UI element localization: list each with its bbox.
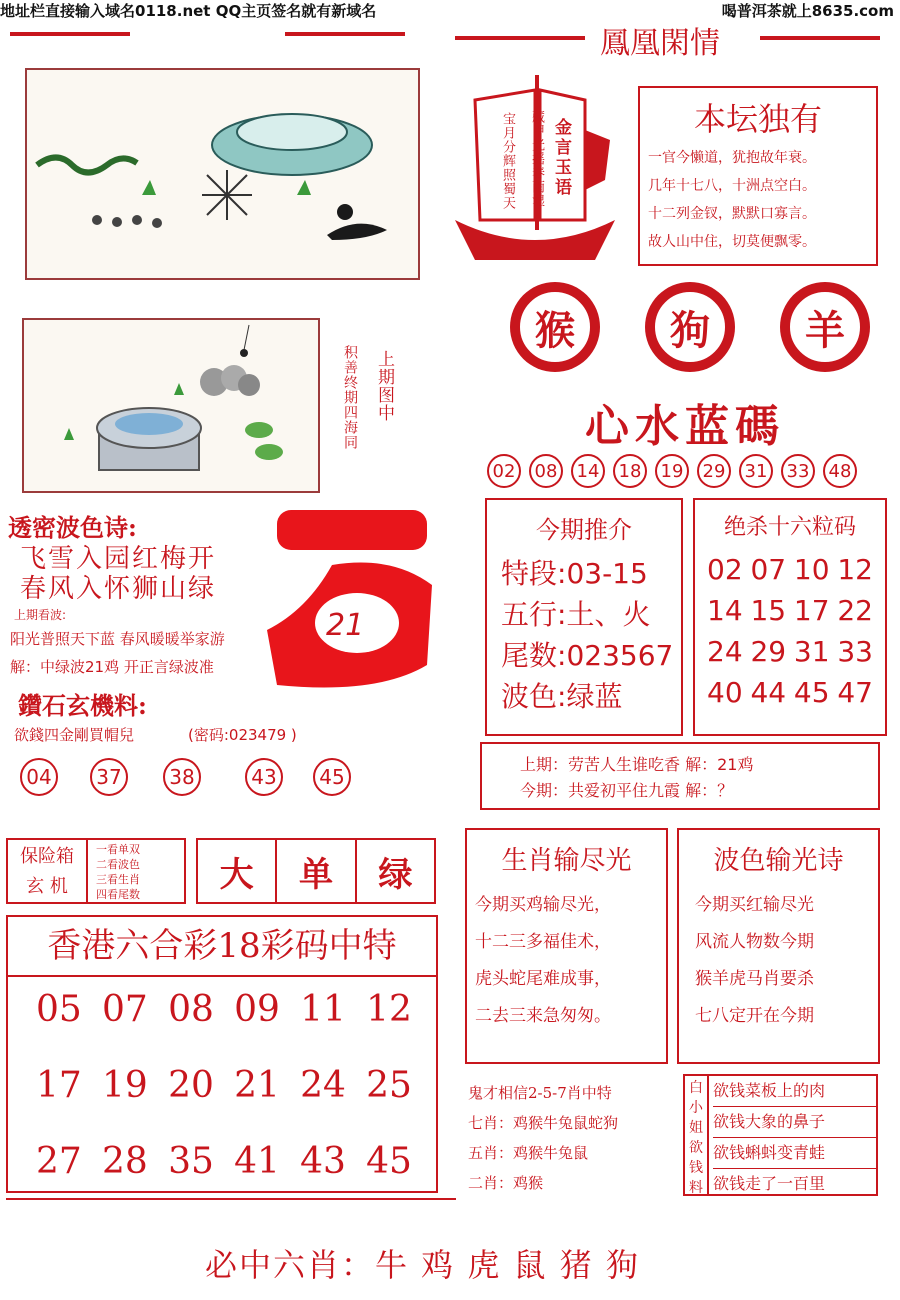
forum-exclusive-box (638, 86, 878, 266)
diamond-number: 45 (313, 758, 351, 796)
hk-number: 24 (300, 1065, 346, 1106)
miss-bai-lines (709, 1076, 876, 1194)
zodiac-char: 狗 (655, 292, 725, 362)
kill16-number: 14 (707, 594, 743, 627)
recommend-row: 波色:绿蓝 (501, 680, 623, 713)
hk-number: 21 (234, 1065, 280, 1106)
kill16-number: 15 (750, 594, 787, 627)
kill16-number: 22 (837, 594, 873, 627)
recommend-value: 03-15 (566, 557, 648, 590)
header-left-text: 地址栏直接输入域名0118.net QQ主页签名就有新域名 (0, 2, 377, 20)
hk-number: 43 (300, 1141, 346, 1182)
divider (6, 1198, 456, 1200)
diamond-number: 37 (90, 758, 128, 796)
safe-label (8, 840, 88, 902)
kill16-number: 44 (750, 676, 787, 709)
snake-well-drawing (27, 70, 420, 280)
color-lose-line: 风流人物数今期 (695, 932, 814, 952)
safe-items (88, 840, 184, 902)
kill16-box (693, 498, 887, 736)
ship-sail-right: 藏甲光摇春雨湿 (529, 110, 544, 208)
forum-line: 几年十七八，十洲点空白。 (648, 178, 816, 194)
zodiac-lose-box (465, 828, 668, 1064)
hk-number: 28 (102, 1141, 148, 1182)
diamond-title: 鑽石玄機料: (18, 691, 147, 720)
six-zodiac: 必中六肖：牛 鸡 虎 鼠 猪 狗 (205, 1246, 640, 1284)
ghost-row: 二肖：鸡猴 (468, 1174, 544, 1192)
kill16-number: 45 (793, 676, 830, 709)
recommend-value: 023567 (566, 639, 674, 672)
diamond-numbers (20, 758, 360, 802)
illustration-frogs-well (22, 318, 320, 493)
poem-last-line-1: 阳光普照天下蓝 春风暖暖举家游 (10, 630, 225, 648)
safe-answer: 绿 (378, 854, 413, 895)
zodiac-lose-line: 虎头蛇尾难成事， (475, 969, 611, 989)
riddle-last: 上期：劳苦人生谁吃香 解：21鸡 (520, 755, 754, 774)
recommend-row: 特段:03-15 (501, 557, 648, 590)
zodiac-circle (510, 282, 600, 372)
safe-label-2: 玄 机 (26, 876, 68, 897)
miss-bai-line: 欲钱大象的鼻子 (713, 1107, 876, 1138)
color-lose-title: 波色输光诗 (713, 846, 844, 876)
diamond-number: 04 (20, 758, 58, 796)
header-right-text: 喝普洱茶就上8635.com (721, 2, 894, 20)
color-lose-box (677, 828, 880, 1064)
hk-row (36, 1065, 412, 1141)
hk-number: 07 (102, 989, 148, 1030)
must-number: 02 (487, 454, 521, 488)
zodiac-circle (645, 282, 735, 372)
header-rule (455, 36, 585, 40)
kill16-number: 07 (750, 553, 787, 586)
kill16-number: 31 (793, 635, 830, 668)
hk-box (6, 915, 438, 1193)
safe-answer: 单 (277, 840, 356, 902)
poem-title: 透密波色诗: (8, 513, 137, 542)
kill16-number: 40 (707, 676, 743, 709)
hk-number: 12 (366, 989, 412, 1030)
must-number: 19 (655, 454, 689, 488)
riddle-this: 今期：共爱初平住九霞 解：？ (520, 781, 734, 800)
recommend-box (485, 498, 683, 736)
ship-sail-center: 金言玉语 (555, 118, 572, 198)
riddle-box (480, 742, 880, 810)
diamond-password: (密码:023479 ) (188, 726, 297, 744)
safe-item: 一看单双 (96, 843, 140, 856)
safe-item: 三看生肖 (96, 873, 140, 886)
frog-well-drawing (24, 320, 320, 493)
diamond-number: 43 (245, 758, 283, 796)
kill16-number: 47 (837, 676, 873, 709)
header-rule (285, 32, 405, 36)
hk-grid (8, 977, 436, 1201)
must-number-row (487, 454, 857, 488)
hk-number: 25 (366, 1065, 412, 1106)
recommend-label: 五行 (501, 598, 558, 631)
hk-title: 香港六合彩18彩码中特 (8, 917, 436, 977)
forum-line: 一官今懒道，犹抱故年衰。 (648, 150, 816, 166)
color-lose-line: 猴羊虎马肖要杀 (695, 969, 814, 989)
kill16-grid (707, 549, 873, 713)
hk-row (36, 989, 412, 1065)
ghost-section (468, 1078, 618, 1198)
safe-label-1: 保险箱 (20, 846, 74, 867)
color-lose-line: 今期买红输尽光 (695, 895, 814, 915)
recommend-row: 五行:土、火 (501, 598, 651, 631)
recommend-rows (501, 553, 674, 717)
hk-number: 05 (36, 989, 82, 1030)
hk-number: 09 (234, 989, 280, 1030)
poem-last-line-2: 解：中绿波21鸡 开正言绿波准 (10, 658, 214, 676)
ghost-row: 七肖：鸡猴牛兔鼠蛇狗 (468, 1114, 619, 1132)
kill16-number: 29 (750, 635, 787, 668)
kill16-number: 33 (837, 635, 873, 668)
recommend-label: 波色 (501, 680, 558, 713)
ghost-row: 五肖：鸡猴牛兔鼠 (468, 1144, 589, 1162)
chair-number: 21 (326, 608, 365, 643)
safe-item: 二看波色 (96, 858, 140, 871)
zodiac-lose-line: 今期买鸡输尽光， (475, 895, 611, 915)
kill16-number: 12 (837, 553, 873, 586)
hk-number: 35 (168, 1141, 214, 1182)
recommend-value: 土、火 (566, 598, 651, 631)
diamond-number: 38 (163, 758, 201, 796)
zodiac-lose-lines (475, 887, 658, 1035)
hk-number: 45 (366, 1141, 412, 1182)
zodiac-circle (780, 282, 870, 372)
miss-bai-line: 欲钱菜板上的肉 (713, 1076, 876, 1107)
poem-line-1: 飞雪入园红梅开 (20, 544, 217, 574)
must-stroke-title: 心水蓝碼 (585, 401, 785, 452)
must-number: 48 (823, 454, 857, 488)
safe-item: 四看尾数 (96, 888, 140, 901)
safe-box (6, 838, 186, 904)
hk-number: 08 (168, 989, 214, 1030)
kill16-number: 02 (707, 553, 743, 586)
forum-exclusive-lines (648, 144, 868, 256)
must-number: 08 (529, 454, 563, 488)
recommend-title: 今期推介 (536, 516, 632, 544)
must-number: 31 (739, 454, 773, 488)
zodiac-lose-title: 生肖输尽光 (501, 846, 632, 876)
header-rule (760, 36, 880, 40)
forum-line: 十二列金钗，默默口寡言。 (648, 206, 816, 222)
banner-title: 鳳凰閑情 (600, 26, 720, 61)
recommend-row: 尾数:023567 (501, 639, 674, 672)
kill16-number: 10 (793, 553, 830, 586)
must-number: 29 (697, 454, 731, 488)
hk-number: 17 (36, 1065, 82, 1106)
kill16-number: 17 (793, 594, 830, 627)
recommend-label: 特段 (501, 557, 558, 590)
hk-number: 11 (300, 989, 346, 1030)
color-lose-line: 七八定开在今期 (695, 1006, 814, 1026)
ship-sail-left: 宝月分辉照蜀天 (500, 112, 515, 210)
zodiac-lose-line: 二去三来急匆匆。 (475, 1006, 611, 1026)
miss-bai-line: 欲钱蝌蚪变青蛙 (713, 1138, 876, 1169)
color-lose-lines (687, 887, 870, 1035)
hk-row (36, 1141, 412, 1201)
hk-number: 19 (102, 1065, 148, 1106)
zodiac-char: 羊 (790, 292, 860, 362)
ghost-title: 鬼才相信2-5-7肖中特 (468, 1084, 612, 1102)
header-rule (10, 32, 130, 36)
safe-answer-box (196, 838, 436, 904)
illustration-snakes-well (25, 68, 420, 280)
hk-number: 20 (168, 1065, 214, 1106)
hk-number: 41 (234, 1141, 280, 1182)
kill16-number: 24 (707, 635, 743, 668)
poem-line-2: 春风入怀狮山绿 (20, 574, 217, 604)
miss-bai-box (683, 1074, 878, 1196)
last-picture-caption-2: 积善终期四海同 (342, 345, 358, 450)
safe-answer: 大 (198, 840, 277, 902)
must-number: 14 (571, 454, 605, 488)
last-picture-caption-1: 上期图中 (374, 350, 394, 422)
miss-bai-line: 欲钱走了一百里 (713, 1174, 826, 1193)
forum-line: 故人山中住，切莫便飘零。 (648, 234, 816, 250)
poem-last-label: 上期看波: (14, 608, 67, 622)
hk-number: 27 (36, 1141, 82, 1182)
forum-exclusive-title: 本坛独有 (693, 100, 822, 138)
diamond-line: 欲錢四金剛買帽兒 (14, 726, 135, 744)
recommend-value: 绿蓝 (566, 680, 623, 713)
must-number: 18 (613, 454, 647, 488)
must-number: 33 (781, 454, 815, 488)
zodiac-lose-line: 十二三多福佳术， (475, 932, 611, 952)
kill16-title: 绝杀十六粒码 (723, 515, 856, 540)
recommend-label: 尾数 (501, 639, 558, 672)
zodiac-char: 猴 (520, 292, 590, 362)
miss-bai-side: 白小姐欲钱料 (685, 1076, 709, 1194)
